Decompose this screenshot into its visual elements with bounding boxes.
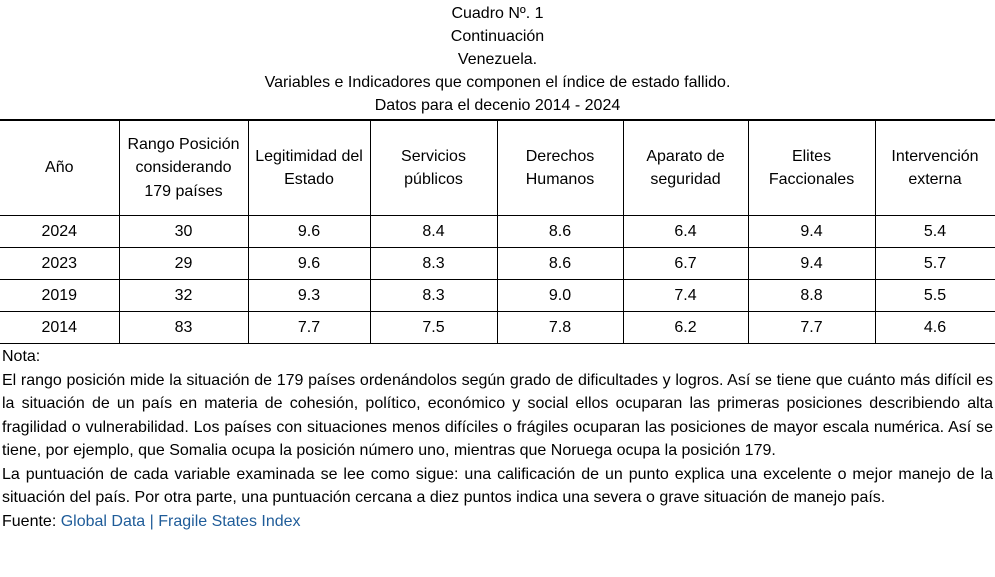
- cell-rank: 30: [119, 216, 248, 248]
- cell-factionalized-elites: 9.4: [748, 248, 875, 280]
- cell-rank: 83: [119, 312, 248, 344]
- cell-public-services: 7.5: [370, 312, 497, 344]
- header-state-legitimacy: Legitimidad del Estado: [248, 120, 370, 216]
- cell-human-rights: 7.8: [497, 312, 623, 344]
- header-factionalized-elites: Elites Faccionales: [748, 120, 875, 216]
- cell-rank: 29: [119, 248, 248, 280]
- cell-year: 2024: [0, 216, 119, 248]
- notes-rank-explanation: El rango posición mide la situación de 179 países ordenándolos según grado de dificultades y logros. Así se tiene que cuánto más difícil es la situación de un país en materia de cohesión, político, económico y social ellos ocuparan las primeras posiciones describiendo alta fragilidad o vulnerabilidad. Los países con situaciones menos difíciles o frágiles ocuparan las posiciones de mayor escala numérica. Así se tiene, por ejemplo, que Somalia ocupa la posición número uno, mientras que Noruega ocupa la posición 179.: [2, 371, 993, 459]
- cell-security-apparatus: 7.4: [623, 280, 748, 312]
- caption-country: Venezuela.: [457, 51, 538, 68]
- table-row: [0, 216, 995, 248]
- indicators-table: [0, 119, 995, 344]
- notes-label: Nota:: [2, 348, 41, 365]
- cell-state-legitimacy: 9.6: [248, 216, 370, 248]
- table-notes: [2, 345, 993, 533]
- cell-state-legitimacy: 7.7: [248, 312, 370, 344]
- source-line: [2, 510, 993, 534]
- cell-year: 2019: [0, 280, 119, 312]
- caption-continuation: Continuación: [450, 28, 545, 45]
- cell-state-legitimacy: 9.6: [248, 248, 370, 280]
- caption-title: Variables e Indicadores que componen el índice de estado fallido.: [264, 74, 731, 91]
- table-row: [0, 248, 995, 280]
- source-link[interactable]: Global Data | Fragile States Index: [60, 512, 301, 530]
- cell-rank: 32: [119, 280, 248, 312]
- cell-external-intervention: 5.7: [875, 248, 995, 280]
- cell-factionalized-elites: 7.7: [748, 312, 875, 344]
- cell-factionalized-elites: 8.8: [748, 280, 875, 312]
- cell-year: 2014: [0, 312, 119, 344]
- cell-external-intervention: 5.4: [875, 216, 995, 248]
- source-label: Fuente:: [2, 512, 61, 530]
- table-header-row: [0, 120, 995, 216]
- caption-period: Datos para el decenio 2014 - 2024: [374, 97, 621, 114]
- table-caption: [0, 2, 995, 117]
- notes-score-explanation: La puntuación de cada variable examinada se lee como sigue: una calificación de un punto explica una excelente o mejor manejo de la situación del país. Por otra parte, una puntuación cercana a diez puntos indica una severa o grave situación de manejo país.: [2, 465, 993, 506]
- header-year: Año: [0, 120, 119, 216]
- cell-year: 2023: [0, 248, 119, 280]
- table-row: [0, 312, 995, 344]
- cell-public-services: 8.3: [370, 280, 497, 312]
- cell-human-rights: 8.6: [497, 216, 623, 248]
- cell-public-services: 8.3: [370, 248, 497, 280]
- header-rank: Rango Posición considerando 179 países: [119, 120, 248, 216]
- cell-security-apparatus: 6.7: [623, 248, 748, 280]
- cell-external-intervention: 4.6: [875, 312, 995, 344]
- header-security-apparatus: Aparato de seguridad: [623, 120, 748, 216]
- cell-state-legitimacy: 9.3: [248, 280, 370, 312]
- cell-human-rights: 9.0: [497, 280, 623, 312]
- cell-security-apparatus: 6.2: [623, 312, 748, 344]
- cell-public-services: 8.4: [370, 216, 497, 248]
- cell-external-intervention: 5.5: [875, 280, 995, 312]
- cell-security-apparatus: 6.4: [623, 216, 748, 248]
- cell-human-rights: 8.6: [497, 248, 623, 280]
- cell-factionalized-elites: 9.4: [748, 216, 875, 248]
- caption-number: Cuadro Nº. 1: [451, 5, 544, 22]
- table-row: [0, 280, 995, 312]
- header-external-intervention: Intervención externa: [875, 120, 995, 216]
- header-public-services: Servicios públicos: [370, 120, 497, 216]
- header-human-rights: Derechos Humanos: [497, 120, 623, 216]
